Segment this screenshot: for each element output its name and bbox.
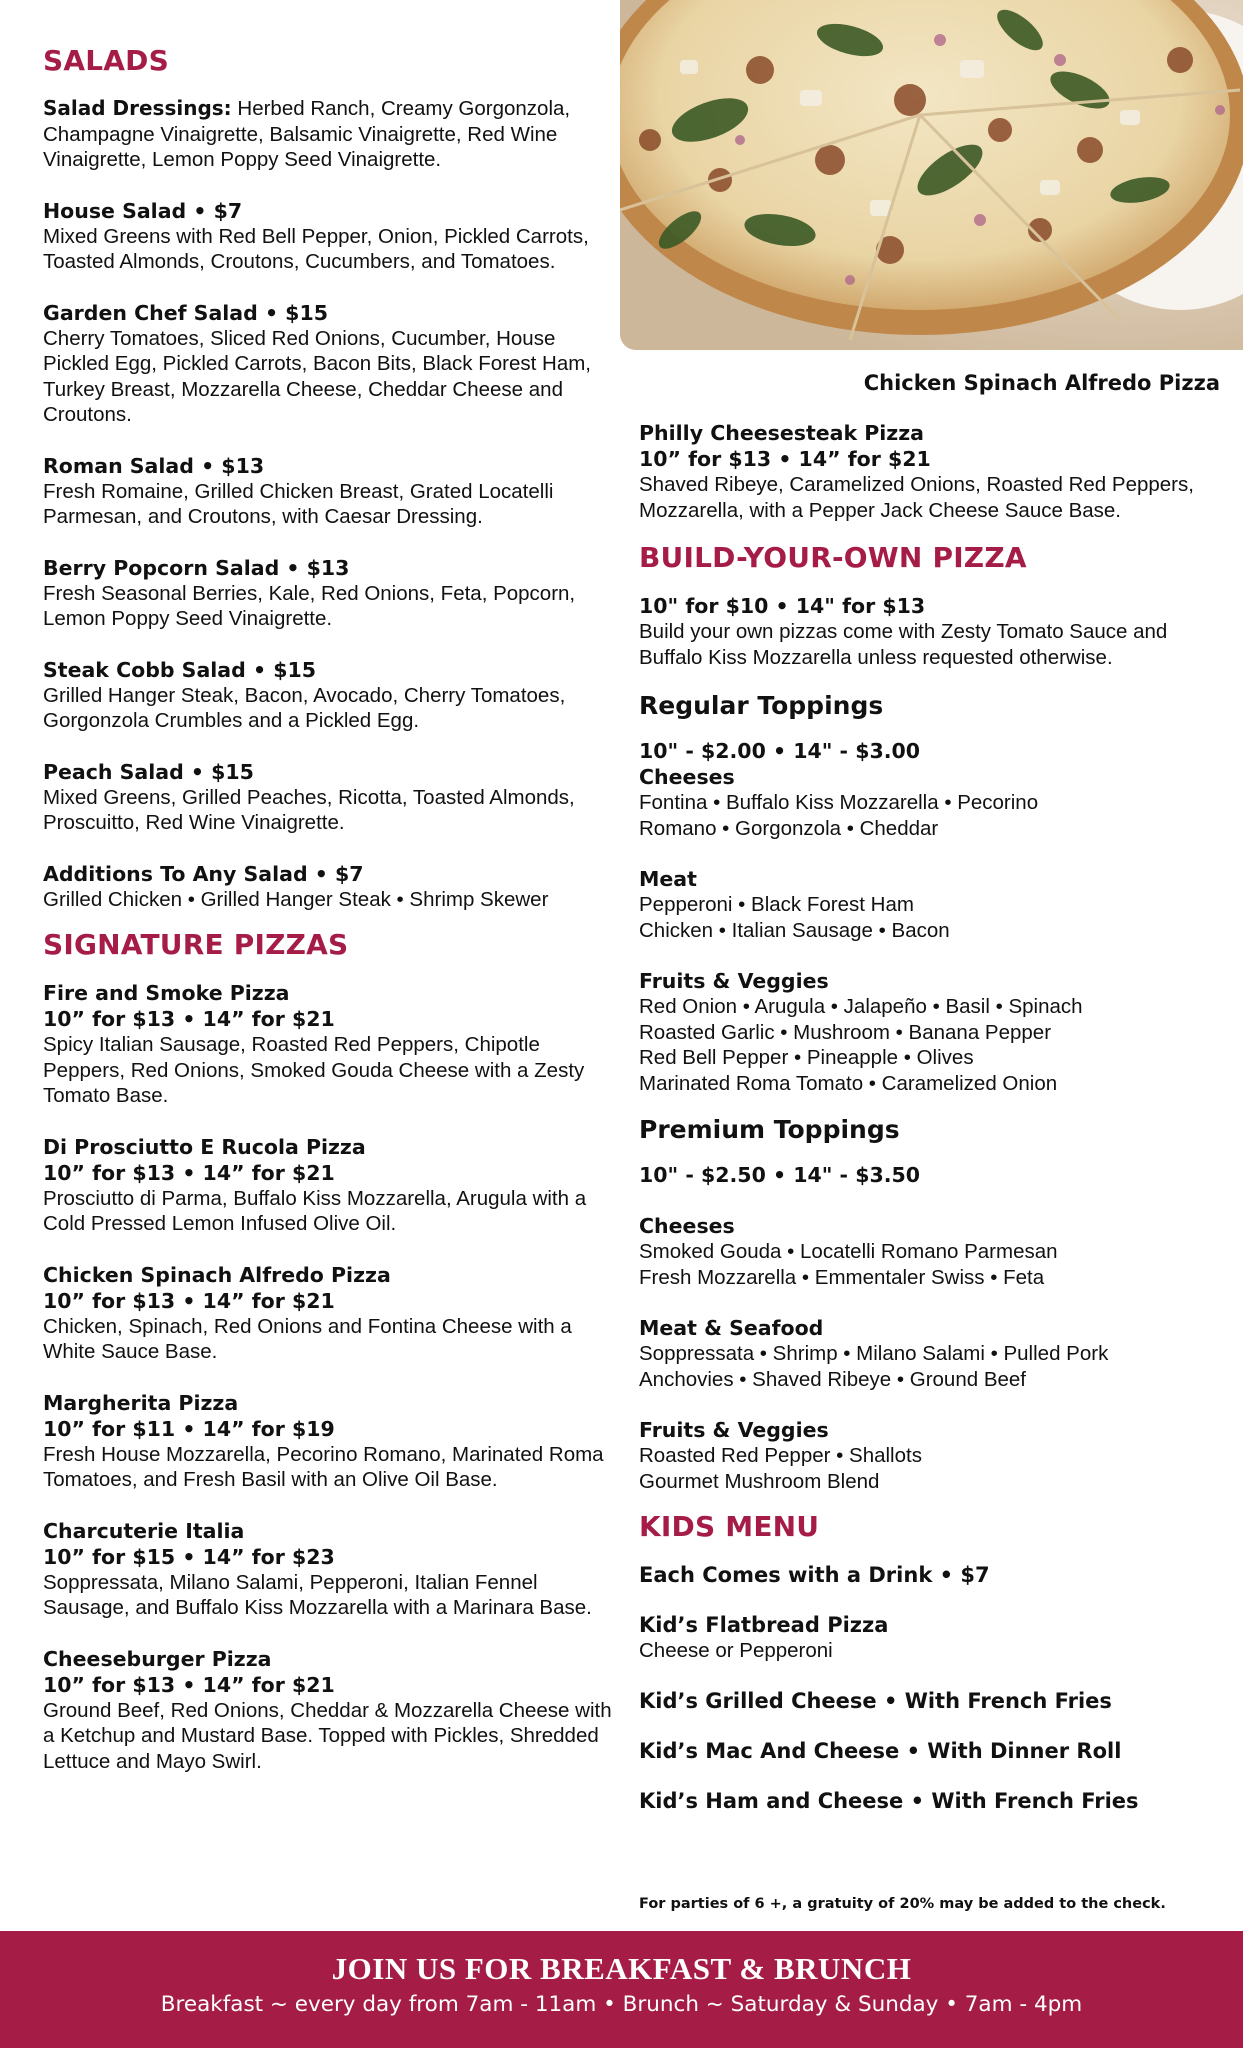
item-desc: Cheese or Pepperoni — [639, 1639, 833, 1662]
item-name: Di Prosciutto E Rucola Pizza — [43, 1134, 366, 1159]
menu-item — [43, 453, 613, 530]
right-column — [639, 420, 1219, 1838]
group-list: Chicken • Italian Sausage • Bacon — [639, 918, 950, 942]
item-desc: Prosciutto di Parma, Buffalo Kiss Mozzarella, Arugula with a Cold Pressed Lemon Infused Olive Oil. — [43, 1186, 587, 1235]
item-desc: Soppressata, Milano Salami, Pepperoni, Italian Fennel Sausage, and Buffalo Kiss Mozzarella with a Marinara Base. — [43, 1570, 592, 1619]
group-list: Red Onion • Arugula • Jalapeño • Basil • Spinach — [639, 995, 1083, 1018]
group-list: Fresh Mozzarella • Emmentaler Swiss • Feta — [639, 1265, 1045, 1289]
premium-toppings-heading: Premium Toppings — [639, 1115, 900, 1144]
group-list: Fontina • Buffalo Kiss Mozzarella • Pecorino Romano • Gorgonzola • Cheddar — [639, 791, 1039, 840]
item-price: 10” for $13 • 14” for $21 — [43, 1288, 335, 1313]
photo-caption: Chicken Spinach Alfredo Pizza — [863, 371, 1220, 395]
menu-item — [43, 1646, 613, 1775]
group-label: Cheeses — [639, 1214, 735, 1238]
pizza-photo — [620, 0, 1243, 350]
item-name: Cheeseburger Pizza — [43, 1646, 272, 1671]
menu-item — [43, 198, 613, 275]
salad-dressings-text: Herbed Ranch, Creamy Gorgonzola, Champagne Vinaigrette, Balsamic Vinaigrette, Red Wine Vinaigrette, Lemon Poppy Seed Vinaigrette. — [43, 97, 571, 171]
group-list: Red Bell Pepper • Pineapple • Olives — [639, 1046, 974, 1069]
item-name: Peach Salad • $15 — [43, 759, 254, 784]
signature-pizzas-heading: SIGNATURE PIZZAS — [43, 928, 349, 961]
menu-item — [43, 1390, 613, 1493]
premium-meat — [639, 1315, 1219, 1392]
salads-heading: SALADS — [43, 44, 169, 77]
menu-item — [43, 1134, 613, 1237]
salad-dressings-label: Salad Dressings: — [43, 96, 232, 120]
item-name: Steak Cobb Salad • $15 — [43, 657, 316, 682]
item-desc: Fresh Romaine, Grilled Chicken Breast, Grated Locatelli Parmesan, and Croutons, with Caesar Dressing. — [43, 479, 554, 528]
group-list: Smoked Gouda • Locatelli Romano Parmesan — [639, 1240, 1058, 1263]
item-desc: Chicken, Spinach, Red Onions and Fontina Cheese with a White Sauce Base. — [43, 1314, 572, 1363]
group-list: Roasted Garlic • Mushroom • Banana Pepper — [639, 1020, 1052, 1044]
item-desc: Mixed Greens, Grilled Peaches, Ricotta, Toasted Almonds, Proscuitto, Red Wine Vinaigrette. — [43, 785, 575, 834]
group-list: Soppressata • Shrimp • Milano Salami • Pulled Pork — [639, 1342, 1109, 1365]
group-label: Fruits & Veggies — [639, 1418, 829, 1442]
item-price: 10” for $13 • 14” for $21 — [43, 1160, 335, 1185]
menu-item: Kid’s Grilled Cheese • With French Fries — [639, 1688, 1112, 1713]
group-list: Roasted Red Pepper • Shallots — [639, 1444, 922, 1467]
group-label: Meat — [639, 867, 697, 891]
group-label: Meat & Seafood — [639, 1316, 824, 1340]
left-column — [43, 44, 613, 1799]
item-price: 10” for $15 • 14” for $23 — [43, 1544, 335, 1569]
item-name: Chicken Spinach Alfredo Pizza — [43, 1262, 391, 1287]
byo-heading: BUILD-YOUR-OWN PIZZA — [639, 541, 1027, 574]
item-desc: Shaved Ribeye, Caramelized Onions, Roasted Red Peppers, Mozzarella, with a Pepper Jack Cheese Sauce Base. — [639, 473, 1194, 522]
item-name: Margherita Pizza — [43, 1390, 239, 1415]
menu-item — [43, 861, 613, 913]
regular-meat — [639, 866, 1219, 943]
item-desc: Grilled Hanger Steak, Bacon, Avocado, Cherry Tomatoes, Gorgonzola Crumbles and a Pickled Egg. — [43, 683, 566, 732]
menu-item — [43, 555, 613, 632]
pizza-illustration — [620, 0, 1243, 350]
item-desc: Fresh House Mozzarella, Pecorino Romano, Marinated Roma Tomatoes, and Fresh Basil with an Olive Oil Base. — [43, 1442, 604, 1491]
gratuity-note: For parties of 6 +, a gratuity of 20% may be added to the check. — [639, 1896, 1166, 1912]
menu-item — [43, 657, 613, 734]
item-price: 10” for $13 • 14” for $21 — [43, 1672, 335, 1697]
group-list: Gourmet Mushroom Blend — [639, 1469, 880, 1493]
regular-toppings-heading: Regular Toppings — [639, 691, 884, 720]
item-name: Roman Salad • $13 — [43, 453, 265, 478]
kids-drink-note: Each Comes with a Drink • $7 — [639, 1563, 990, 1587]
menu-item — [639, 420, 1219, 523]
item-name: Charcuterie Italia — [43, 1518, 245, 1543]
group-list: Pepperoni • Black Forest Ham — [639, 893, 914, 916]
menu-item: Kid’s Mac And Cheese • With Dinner Roll — [639, 1738, 1122, 1763]
menu-item — [43, 1262, 613, 1365]
group-label: Fruits & Veggies — [639, 969, 829, 993]
item-name: Garden Chef Salad • $15 — [43, 300, 328, 325]
item-price: 10” for $11 • 14” for $19 — [43, 1416, 335, 1441]
item-name: Fire and Smoke Pizza — [43, 981, 290, 1005]
menu-item — [43, 1518, 613, 1621]
byo-price: 10" for $10 • 14" for $13 — [639, 594, 926, 618]
item-name: Kid’s Flatbread Pizza — [639, 1613, 889, 1637]
menu-item — [43, 980, 613, 1109]
group-list: Anchovies • Shaved Ribeye • Ground Beef — [639, 1367, 1026, 1391]
item-name: Additions To Any Salad • $7 — [43, 861, 364, 886]
regular-price: 10" - $2.00 • 14" - $3.00 — [639, 739, 921, 763]
group-list: Marinated Roma Tomato • Caramelized Onion — [639, 1071, 1058, 1095]
banner-subtitle: Breakfast ~ every day from 7am - 11am • Brunch ~ Saturday & Sunday • 7am - 4pm — [160, 1992, 1083, 2017]
item-price: 10” for $13 • 14” for $21 — [639, 447, 931, 471]
premium-veggies — [639, 1417, 1219, 1494]
item-name: House Salad • $7 — [43, 198, 243, 223]
item-name: Philly Cheesesteak Pizza — [639, 421, 925, 445]
menu-item — [43, 300, 613, 428]
premium-price: 10" - $2.50 • 14" - $3.50 — [639, 1163, 921, 1187]
item-desc: Fresh Seasonal Berries, Kale, Red Onions, Feta, Popcorn, Lemon Poppy Seed Vinaigrette. — [43, 581, 576, 630]
premium-cheeses — [639, 1213, 1219, 1290]
regular-cheeses — [639, 764, 1219, 841]
item-desc: Cherry Tomatoes, Sliced Red Onions, Cucumber, House Pickled Egg, Pickled Carrots, Bacon Bits, Black Forest Ham, Turkey Breast, Mozzarella Cheese, Cheddar Cheese and Croutons. — [43, 326, 592, 426]
menu-item: Kid’s Ham and Cheese • With French Fries — [639, 1788, 1139, 1813]
banner-title: JOIN US FOR BREAKFAST & BRUNCH — [331, 1951, 912, 1986]
item-price: 10” for $13 • 14” for $21 — [43, 1007, 335, 1031]
kids-menu-heading: KIDS MENU — [639, 1510, 820, 1543]
item-desc: Mixed Greens with Red Bell Pepper, Onion, Pickled Carrots, Toasted Almonds, Croutons, Cucumbers, and Tomatoes. — [43, 224, 589, 273]
item-desc: Grilled Chicken • Grilled Hanger Steak • Shrimp Skewer — [43, 887, 549, 911]
group-label: Cheeses — [639, 765, 735, 789]
breakfast-banner — [0, 1931, 1243, 2048]
item-name: Berry Popcorn Salad • $13 — [43, 555, 350, 580]
item-desc: Spicy Italian Sausage, Roasted Red Peppers, Chipotle Peppers, Red Onions, Smoked Gouda Cheese with a Zesty Tomato Base. — [43, 1033, 585, 1107]
byo-desc: Build your own pizzas come with Zesty Tomato Sauce and Buffalo Kiss Mozzarella unless requested otherwise. — [639, 620, 1168, 669]
item-desc: Ground Beef, Red Onions, Cheddar & Mozzarella Cheese with a Ketchup and Mustard Base. Topped with Pickles, Shredded Lettuce and Mayo Swirl. — [43, 1698, 612, 1773]
menu-item — [639, 1612, 1219, 1664]
byo-info — [639, 593, 1219, 670]
regular-veggies — [639, 968, 1219, 1096]
menu-item — [43, 759, 613, 836]
salad-dressings — [43, 96, 613, 173]
